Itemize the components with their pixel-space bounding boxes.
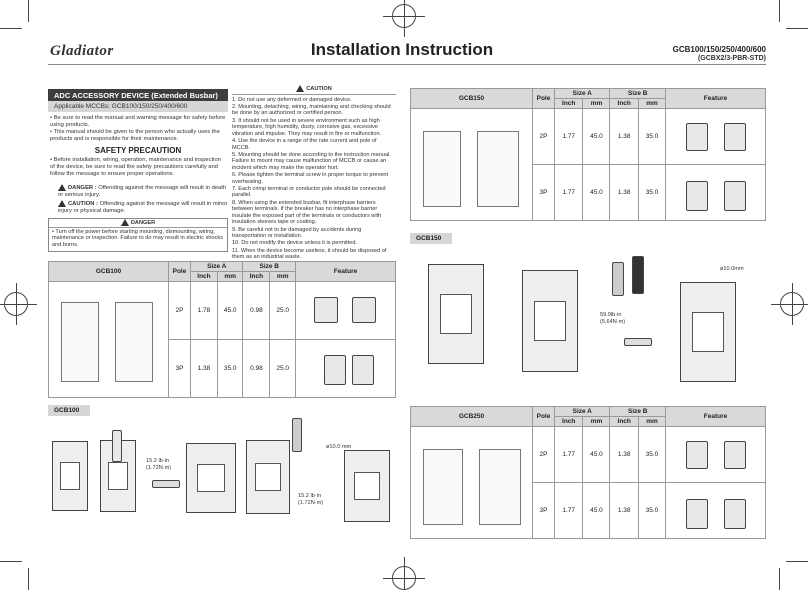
feature-drawing [666,483,766,539]
value-cell: 45.0 [217,282,243,340]
feature-header: Feature [296,262,396,282]
mm-header: mm [270,272,296,282]
caution-item: 8. When using the extended busbar, fit interphase barriers between terminals. If the breaker has no interphase barrier insulate the exposed part of the terminals or conductors with insulation sleeves tape or coating. [232,199,382,226]
value-cell: 45.0 [583,165,610,221]
pole-cell: 3P [533,165,555,221]
caution-item: 9. Be careful not to be damaged by accidents during transportation or installation. [232,226,362,240]
safety-text: • Before installation, wiring, operation, maintenance and inspection of the device, be sure to read the safety precautions carefully and follow the message to ensure proper operations. [50,157,221,178]
inch-header: Inch [555,99,583,109]
value-cell: 35.0 [638,483,665,539]
danger-box-text: • Turn off the power before starting mounting, dismounting, wiring, maintenance or inspection. Failure to do may result in electric shocks and burns. [52,228,223,248]
table-gcb100 [48,261,396,399]
warning-triangle-icon [58,184,66,191]
crop-mark [779,568,780,590]
pole-cell: 2P [533,109,555,165]
crop-mark [0,28,22,29]
breaker-illustration [186,443,236,513]
busbar-illustration [632,256,644,294]
submodel-number: (GCBX2/3-PBR-STD) [697,55,766,62]
warning-triangle-icon [121,219,129,226]
inch-header: Inch [610,417,638,427]
safety-title: SAFETY PRECAUTION [94,146,182,155]
dimension-drawing [411,427,533,539]
value-cell: 1.38 [610,109,638,165]
mm-header: mm [583,99,610,109]
dimension-drawing [411,109,533,221]
breaker-illustration [52,441,88,511]
value-cell: 1.38 [610,165,638,221]
table-model: GCB150 [411,89,533,109]
value-cell: 25.0 [270,282,296,340]
danger-legend [58,184,228,199]
value-cell: 25.0 [270,340,296,398]
size-b-header: Size B [243,262,296,272]
mm-header: mm [638,417,665,427]
pole-header: Pole [533,89,555,109]
section-tag-gcb150: GCB150 [410,233,452,244]
torque-label: 59.9lb·in (5.64N·m) [600,312,626,325]
screwdriver-illustration [152,480,180,488]
header-rule [48,64,766,65]
registration-mark-left [4,292,28,316]
caution-item: 4. Use the device in a range of the rate current and pole of MCCB. [232,137,377,151]
pole-header: Pole [533,407,555,427]
caution-title: CAUTION [232,85,396,95]
crop-mark [28,0,29,22]
accessory-title: ADC ACCESSORY DEVICE (Extended Busbar) [48,89,228,102]
value-cell: 45.0 [583,109,610,165]
breaker-illustration [246,440,290,514]
size-a-header: Size A [555,407,610,417]
value-cell: 35.0 [638,427,665,483]
page-title: Installation Instruction [310,40,494,59]
size-a-header: Size A [555,89,610,99]
mm-header: mm [217,272,243,282]
feature-drawing [296,282,396,340]
feature-drawing [666,109,766,165]
crop-mark [786,28,808,29]
mm-header: mm [638,99,665,109]
value-cell: 0.98 [243,340,270,398]
busbar-illustration [112,430,122,462]
spec-table [410,406,766,539]
table-model: GCB100 [49,262,169,282]
diameter-label: ø10.0 mm [326,444,352,450]
breaker-illustration [522,270,578,372]
inch-header: Inch [191,272,218,282]
torque-label: 15.2 lb·in (1.72N·m) [146,458,172,471]
value-cell: 45.0 [583,483,610,539]
value-cell: 45.0 [583,427,610,483]
screwdriver-illustration [624,338,652,346]
value-cell: 1.77 [555,427,583,483]
table-gcb150 [410,88,766,224]
size-b-header: Size B [610,89,666,99]
caution-box [232,85,396,273]
diameter-label: ø10.0mm [720,266,744,272]
caution-legend [58,200,228,215]
section-tag-gcb100: GCB100 [48,405,90,416]
crop-mark [0,561,22,562]
danger-box [48,218,228,252]
caution-item: 3. It should not be used in severe environment such as high temperature, high humidity, dusty, corrosive gas, excessive vibration and impulse. They may result in fire or malfunction. [232,117,382,137]
value-cell: 1.78 [191,282,218,340]
caution-item: 10. Do not modify the device unless it is permitted. [232,240,357,247]
feature-drawing [666,165,766,221]
warning-triangle-icon [58,200,66,207]
value-cell: 1.38 [610,427,638,483]
breaker-illustration [680,282,736,382]
value-cell: 0.98 [243,282,270,340]
mm-header: mm [583,417,610,427]
feature-header: Feature [666,407,766,427]
pole-header: Pole [169,262,191,282]
value-cell: 1.38 [191,340,218,398]
warning-triangle-icon [296,85,304,92]
size-b-header: Size B [610,407,666,417]
feature-drawing [666,427,766,483]
pole-cell: 3P [169,340,191,398]
caution-item: 7. Each crimp terminal or conductor pole should be connected parallel. [232,185,386,199]
crop-mark [779,0,780,22]
pole-cell: 3P [533,483,555,539]
applicable-mccbs: Applicable MCCBs: GCB100/150/250/400/600 [48,101,228,112]
terminal-lug-illustration [612,262,624,296]
crop-mark [28,568,29,590]
caution-text: Offending against the message will result in minor injury or physical damage. [58,201,228,215]
terminal-lug-illustration [292,418,302,452]
caution-item: 5. Mounting should be done according to the instruction manual. Failure to mount may cause malfunction of MCCB or cause an incident which may make the operator hurt. [232,151,391,171]
dimension-drawing [49,282,169,398]
spec-table [410,88,766,221]
intro-bullet: • This manual should be given to the person who actually uses the products and is responsible for their maintenance. [50,129,220,143]
value-cell: 1.77 [555,483,583,539]
pole-cell: 2P [533,427,555,483]
registration-mark-right [780,292,804,316]
model-number: GCB100/150/250/400/600 [672,45,766,54]
size-a-header: Size A [191,262,243,272]
registration-mark-bottom [392,566,416,590]
intro-bullet: • Be sure to read the manual and warning message for safety before using products. [50,115,226,129]
pole-cell: 2P [169,282,191,340]
danger-label: DANGER : [68,185,97,192]
caution-item: 11. When the device become useless, it should be disposed of them as an industrial waste. [232,247,387,261]
caution-label: CAUTION : [68,201,98,208]
value-cell: 1.77 [555,165,583,221]
value-cell: 35.0 [638,165,665,221]
value-cell: 35.0 [638,109,665,165]
inch-header: Inch [243,272,270,282]
feature-drawing [296,340,396,398]
value-cell: 35.0 [217,340,243,398]
value-cell: 1.77 [555,109,583,165]
table-model: GCB250 [411,407,533,427]
caution-item: 6. Please tighten the terminal screw in proper torque to prevent overheating. [232,172,389,185]
inch-header: Inch [610,99,638,109]
value-cell: 1.38 [610,483,638,539]
table-gcb250 [410,406,766,542]
brand-logo: Gladiator [50,43,114,59]
danger-text: Offending against the message will result in death or serious injury. [58,185,227,199]
feature-header: Feature [666,89,766,109]
crop-mark [786,561,808,562]
caution-item: 1. Do not use any deformed or damaged device. [232,96,352,103]
inch-header: Inch [555,417,583,427]
breaker-illustration [428,264,484,364]
spec-table [48,261,396,398]
caution-item: 2. Mounting, detaching, wiring, maintaining and checking should be done by an authorized or certified person. [232,103,391,117]
breaker-illustration [344,450,390,522]
danger-box-title: DANGER [49,219,227,228]
torque-label: 15.2 lb·in (1.72N·m) [298,493,324,506]
registration-mark-top [392,4,416,28]
caution-list [232,95,396,261]
